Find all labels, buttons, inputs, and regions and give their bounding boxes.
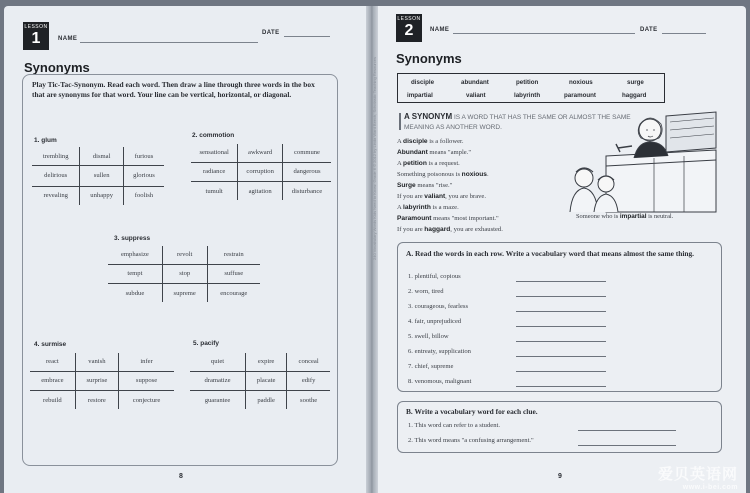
section-a-item: 1. plentiful, copious xyxy=(408,273,461,280)
example-sentence: If you are haggard, you are exhausted. xyxy=(397,226,503,233)
answer-line[interactable] xyxy=(516,341,606,342)
vocab-word: paramount xyxy=(564,92,596,99)
grid-cell[interactable]: tumult xyxy=(191,182,238,200)
grid-cell[interactable]: sensational xyxy=(191,144,238,162)
answer-line[interactable] xyxy=(516,356,606,357)
lesson-label: LESSON xyxy=(397,16,421,22)
grid-cell[interactable]: expire xyxy=(246,353,287,371)
grid-2-title: 2. commotion xyxy=(192,132,235,139)
page-title: Synonyms xyxy=(396,51,462,66)
grid-cell[interactable]: guarantee xyxy=(190,391,246,409)
grid-cell[interactable]: soothe xyxy=(287,391,330,409)
lesson-number: 2 xyxy=(404,22,414,39)
tic-tac-grid-2 xyxy=(191,144,331,200)
grid-cell[interactable]: suppose xyxy=(119,371,174,390)
grid-cell[interactable]: paddle xyxy=(246,391,287,409)
grid-cell[interactable]: placate xyxy=(246,371,287,390)
page-number-left: 8 xyxy=(179,473,183,480)
definition-bar xyxy=(399,113,401,130)
date-line[interactable] xyxy=(662,33,706,34)
vocab-word: valiant xyxy=(466,92,486,99)
grid-cell[interactable]: suffuse xyxy=(207,264,260,283)
example-sentence: Surge means "rise." xyxy=(397,182,453,189)
grid-cell[interactable]: subdue xyxy=(108,284,162,302)
grid-5-title: 5. pacify xyxy=(193,340,220,347)
example-sentence: A labyrinth is a maze. xyxy=(397,204,459,211)
section-b-item: 1. This word can refer to a student. xyxy=(408,422,500,429)
date-label: DATE xyxy=(262,30,280,36)
tic-tac-grid-1 xyxy=(32,147,164,205)
vocab-word: haggard xyxy=(622,92,647,99)
section-b-heading: B. Write a vocabulary word for each clue. xyxy=(406,407,538,416)
site-watermark xyxy=(658,463,738,491)
instructions: Play Tic-Tac-Synonym. Read each word. Then draw a line through three words in the box that are synonyms for that word. Your line can be vertical, horizontal, or diagonal. xyxy=(32,80,315,99)
answer-line[interactable] xyxy=(578,445,676,446)
page-number-right: 9 xyxy=(558,473,562,480)
answer-line[interactable] xyxy=(516,281,606,282)
grid-cell[interactable]: encourage xyxy=(207,284,260,302)
grid-cell[interactable]: furious xyxy=(123,147,164,166)
tic-tac-grid-5 xyxy=(190,353,330,409)
section-b-item: 2. This word means "a confusing arrangement." xyxy=(408,437,534,444)
example-sentence: Abundant means "ample." xyxy=(397,149,472,156)
answer-line[interactable] xyxy=(516,326,606,327)
grid-cell[interactable]: revealing xyxy=(32,186,80,205)
copyright-note: 240 Vocabulary Words Kids Need to Know: Grade 6 © 2012 by Linda Ward Beech, Scholastic Teaching Resources xyxy=(372,57,377,260)
grid-cell[interactable]: glorious xyxy=(123,166,164,186)
example-sentence: Something poisonous is noxious. xyxy=(397,171,489,178)
grid-cell[interactable]: commune xyxy=(282,144,331,162)
example-sentence: A petition is a request. xyxy=(397,160,460,167)
grid-cell[interactable]: conjecture xyxy=(119,391,174,409)
example-sentence: A disciple is a follower. xyxy=(397,138,464,145)
vocab-word: impartial xyxy=(407,92,433,99)
section-a-item: 2. worn, tired xyxy=(408,288,444,295)
grid-cell[interactable]: conceal xyxy=(287,353,330,371)
grid-cell[interactable]: unhappy xyxy=(80,186,123,205)
watermark-url: www.i-bei.com xyxy=(682,484,738,491)
answer-line[interactable] xyxy=(578,430,676,431)
section-a-item: 4. fair, unprejudiced xyxy=(408,318,462,325)
example-sentence: If you are valiant, you are brave. xyxy=(397,193,486,200)
section-a-item: 3. courageous, fearless xyxy=(408,303,469,310)
grid-4-title: 4. surmise xyxy=(34,341,67,348)
grid-cell[interactable]: revolt xyxy=(162,246,207,264)
lesson-number: 1 xyxy=(31,30,41,47)
grid-cell[interactable]: stop xyxy=(162,264,207,283)
grid-cell[interactable]: quiet xyxy=(190,353,246,371)
grid-cell[interactable]: rebuild xyxy=(30,391,75,409)
grid-cell[interactable]: react xyxy=(30,353,75,371)
date-label: DATE xyxy=(640,27,658,33)
section-a-item: 5. swell, billow xyxy=(408,333,449,340)
name-line[interactable] xyxy=(453,33,635,34)
vocab-word: labyrinth xyxy=(514,92,541,99)
name-label: NAME xyxy=(430,27,450,33)
definition-term: A SYNONYM xyxy=(404,112,453,121)
grid-cell[interactable]: radiance xyxy=(191,162,238,181)
grid-cell[interactable]: surprise xyxy=(75,371,118,390)
vocab-word: abundant xyxy=(461,79,489,86)
watermark-title: 爱贝英语网 xyxy=(657,466,738,483)
grid-cell[interactable]: dangerous xyxy=(282,162,331,181)
grid-cell[interactable]: restrain xyxy=(207,246,260,264)
vocab-word: noxious xyxy=(569,79,593,86)
judge-courtroom-illustration xyxy=(566,108,720,214)
name-line[interactable] xyxy=(80,42,258,43)
grid-cell[interactable]: foolish xyxy=(123,186,164,205)
answer-line[interactable] xyxy=(516,386,606,387)
grid-cell[interactable]: trembling xyxy=(32,147,80,166)
example-sentence: Paramount means "most important." xyxy=(397,215,499,222)
grid-cell[interactable]: dismal xyxy=(80,147,123,166)
grid-cell[interactable]: corruption xyxy=(238,162,283,181)
grid-cell[interactable]: vanish xyxy=(75,353,118,371)
section-a-item: 8. venomous, malignant xyxy=(408,378,472,385)
grid-cell[interactable]: supreme xyxy=(162,284,207,302)
name-label: NAME xyxy=(58,36,78,42)
answer-line[interactable] xyxy=(516,311,606,312)
grid-cell[interactable]: tempt xyxy=(108,264,162,283)
section-a-item: 6. entreaty, supplication xyxy=(408,348,471,355)
vocab-word: petition xyxy=(516,79,539,86)
grid-3-title: 3. suppress xyxy=(114,235,151,242)
tic-tac-grid-4 xyxy=(30,353,174,409)
grid-cell[interactable]: emphasize xyxy=(108,246,162,264)
lesson-badge xyxy=(23,22,49,50)
grid-1-title: 1. glum xyxy=(34,137,57,144)
section-a-item: 7. chief, supreme xyxy=(408,363,454,370)
section-a-heading: A. Read the words in each row. Write a vocabulary word that means almost the same thing. xyxy=(406,249,695,258)
grid-cell[interactable]: restore xyxy=(75,391,118,409)
tic-tac-grid-3 xyxy=(108,246,260,302)
grid-cell[interactable]: dramatize xyxy=(190,371,246,390)
definition-text: IS A WORD THAT HAS THE SAME OR ALMOST THE SAME MEANING AS ANOTHER WORD. xyxy=(404,114,631,131)
lesson-badge xyxy=(396,14,422,42)
answer-line[interactable] xyxy=(516,371,606,372)
grid-cell[interactable]: delirious xyxy=(32,166,80,186)
grid-cell[interactable]: agitation xyxy=(238,182,283,200)
grid-cell[interactable]: infer xyxy=(119,353,174,371)
page-title: Synonyms xyxy=(24,60,90,75)
vocab-word: surge xyxy=(627,79,644,86)
grid-cell[interactable]: edify xyxy=(287,371,330,390)
lesson-label: LESSON xyxy=(24,24,48,30)
date-line[interactable] xyxy=(284,36,330,37)
illustration-caption: Someone who is impartial is neutral. xyxy=(576,213,674,220)
vocab-word: disciple xyxy=(411,79,435,86)
grid-cell[interactable]: disturbance xyxy=(282,182,331,200)
grid-cell[interactable]: embrace xyxy=(30,371,75,390)
answer-line[interactable] xyxy=(516,296,606,297)
grid-cell[interactable]: sullen xyxy=(80,166,123,186)
grid-cell[interactable]: awkward xyxy=(238,144,283,162)
